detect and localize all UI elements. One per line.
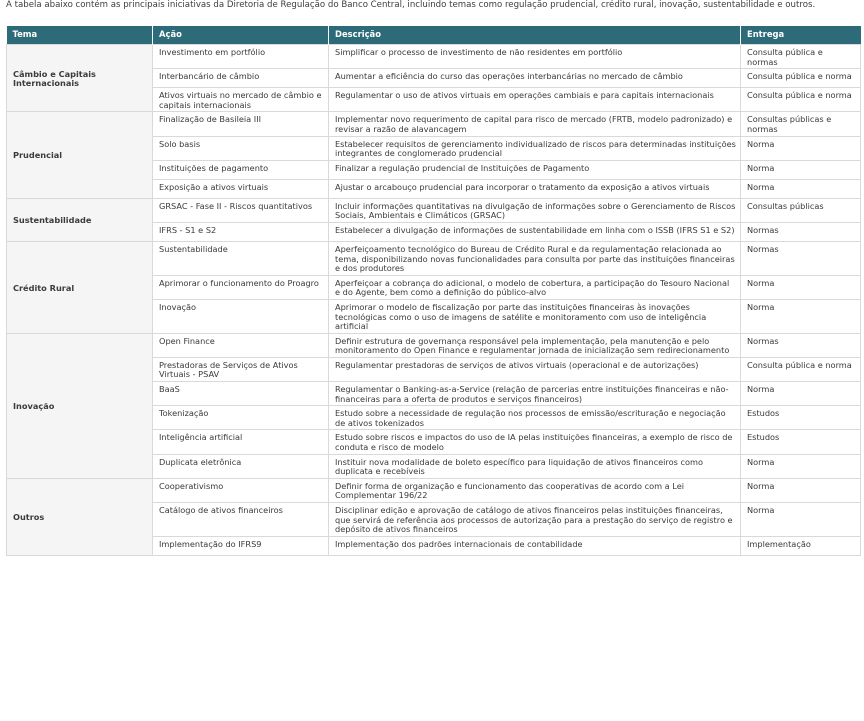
acao-cell: Implementação do IFRS9 <box>153 536 329 555</box>
entrega-cell: Norma <box>741 136 861 160</box>
initiatives-table <box>6 26 861 556</box>
table-body <box>7 45 861 556</box>
descricao-cell: Aperfeiçoamento tecnológico do Bureau de Crédito Rural e da regulamentação relacionada ao tema, disponibilizando novas funcionalidades para consulta por parte das instituições financeiras e dos produtores <box>329 241 741 275</box>
entrega-cell: Normas <box>741 241 861 275</box>
acao-cell: Investimento em portfólio <box>153 45 329 69</box>
tema-cell: Sustentabilidade <box>7 198 153 241</box>
acao-cell: Solo basis <box>153 136 329 160</box>
tema-cell: Câmbio e Capitais Internacionais <box>7 45 153 112</box>
acao-cell: Tokenização <box>153 406 329 430</box>
descricao-cell: Aperfeiçoar a cobrança do adicional, o modelo de cobertura, a participação do Tesouro Nacional e do Agente, bem como a definição do público-alvo <box>329 275 741 299</box>
table-row <box>7 333 861 357</box>
descricao-cell: Regulamentar o Banking-as-a-Service (relação de parcerias entre instituições financeiras e não-financeiras para a oferta de produtos e serviços financeiros) <box>329 382 741 406</box>
descricao-cell: Regulamentar o uso de ativos virtuais em operações cambiais e para capitais internacionais <box>329 88 741 112</box>
acao-cell: Exposição a ativos virtuais <box>153 179 329 198</box>
acao-cell: Instituições de pagamento <box>153 160 329 179</box>
entrega-cell: Estudos <box>741 430 861 454</box>
table-row <box>7 45 861 69</box>
descricao-cell: Simplificar o processo de investimento de não residentes em portfólio <box>329 45 741 69</box>
acao-cell: Cooperativismo <box>153 478 329 502</box>
entrega-cell: Norma <box>741 275 861 299</box>
entrega-cell: Consulta pública e norma <box>741 88 861 112</box>
tema-cell: Prudencial <box>7 112 153 198</box>
descricao-cell: Disciplinar edição e aprovação de catálogo de ativos financeiros pelas instituições financeiras, que servirá de referência aos processos de autorização para a prestação do serviço de registro e depósito de ativos financeiros <box>329 503 741 537</box>
tema-cell: Crédito Rural <box>7 241 153 333</box>
entrega-cell: Norma <box>741 503 861 537</box>
descricao-cell: Estudo sobre a necessidade de regulação nos processos de emissão/escrituração e negociação de ativos tokenizados <box>329 406 741 430</box>
table-row <box>7 478 861 502</box>
descricao-cell: Aumentar a eficiência do curso das operações interbancárias no mercado de câmbio <box>329 69 741 88</box>
column-header-descricao: Descrição <box>329 26 741 45</box>
entrega-cell: Consultas públicas <box>741 198 861 222</box>
table-row <box>7 198 861 222</box>
descricao-cell: Ajustar o arcabouço prudencial para incorporar o tratamento da exposição a ativos virtuais <box>329 179 741 198</box>
descricao-cell: Definir estrutura de governança responsável pela implementação, pela manutenção e pelo monitoramento do Open Finance e regulamentar jornada de inicialização sem redirecionamento <box>329 333 741 357</box>
descricao-cell: Estudo sobre riscos e impactos do uso de IA pelas instituições financeiras, a exemplo de risco de conduta e risco de modelo <box>329 430 741 454</box>
table-header-row <box>7 26 861 45</box>
entrega-cell: Consulta pública e norma <box>741 69 861 88</box>
entrega-cell: Normas <box>741 333 861 357</box>
acao-cell: Sustentabilidade <box>153 241 329 275</box>
acao-cell: Inovação <box>153 299 329 333</box>
entrega-cell: Norma <box>741 160 861 179</box>
tema-cell: Outros <box>7 478 153 555</box>
entrega-cell: Consultas públicas e normas <box>741 112 861 136</box>
acao-cell: Interbancário de câmbio <box>153 69 329 88</box>
acao-cell: Aprimorar o funcionamento do Proagro <box>153 275 329 299</box>
intro-text: A tabela abaixo contém as principais iniciativas da Diretoria de Regulação do Banco Central, incluindo temas como regulação prudencial, crédito rural, inovação, sustentabilidade e outros. <box>6 0 816 10</box>
entrega-cell: Implementação <box>741 536 861 555</box>
entrega-cell: Estudos <box>741 406 861 430</box>
entrega-cell: Norma <box>741 179 861 198</box>
entrega-cell: Norma <box>741 454 861 478</box>
descricao-cell: Regulamentar prestadoras de serviços de ativos virtuais (operacional e de autorizações) <box>329 357 741 381</box>
table-row <box>7 241 861 275</box>
descricao-cell: Implementar novo requerimento de capital para risco de mercado (FRTB, modelo padronizado) e revisar a razão de alavancagem <box>329 112 741 136</box>
tema-cell: Inovação <box>7 333 153 478</box>
acao-cell: Inteligência artificial <box>153 430 329 454</box>
descricao-cell: Implementação dos padrões internacionais de contabilidade <box>329 536 741 555</box>
entrega-cell: Consulta pública e norma <box>741 357 861 381</box>
acao-cell: Open Finance <box>153 333 329 357</box>
table-row <box>7 112 861 136</box>
descricao-cell: Definir forma de organização e funcionamento das cooperativas de acordo com a Lei Complementar 196/22 <box>329 478 741 502</box>
entrega-cell: Normas <box>741 222 861 241</box>
acao-cell: Catálogo de ativos financeiros <box>153 503 329 537</box>
descricao-cell: Incluir informações quantitativas na divulgação de informações sobre o Gerenciamento de Riscos Sociais, Ambientais e Climáticos (GRSAC) <box>329 198 741 222</box>
acao-cell: Ativos virtuais no mercado de câmbio e capitais internacionais <box>153 88 329 112</box>
descricao-cell: Finalizar a regulação prudencial de Instituições de Pagamento <box>329 160 741 179</box>
descricao-cell: Estabelecer a divulgação de informações de sustentabilidade em linha com o ISSB (IFRS S1 e S2) <box>329 222 741 241</box>
column-header-acao: Ação <box>153 26 329 45</box>
acao-cell: BaaS <box>153 382 329 406</box>
acao-cell: Prestadoras de Serviços de Ativos Virtuais - PSAV <box>153 357 329 381</box>
acao-cell: GRSAC - Fase II - Riscos quantitativos <box>153 198 329 222</box>
acao-cell: Duplicata eletrônica <box>153 454 329 478</box>
descricao-cell: Estabelecer requisitos de gerenciamento individualizado de riscos para determinadas instituições integrantes de conglomerado prudencial <box>329 136 741 160</box>
acao-cell: Finalização de Basileia III <box>153 112 329 136</box>
descricao-cell: Instituir nova modalidade de boleto específico para liquidação de ativos financeiros como duplicata e recebíveis <box>329 454 741 478</box>
acao-cell: IFRS - S1 e S2 <box>153 222 329 241</box>
entrega-cell: Norma <box>741 299 861 333</box>
column-header-entrega: Entrega <box>741 26 861 45</box>
descricao-cell: Aprimorar o modelo de fiscalização por parte das instituições financeiras às inovações tecnológicas como o uso de imagens de satélite e monitoramento com uso de inteligência artificial <box>329 299 741 333</box>
entrega-cell: Consulta pública e normas <box>741 45 861 69</box>
entrega-cell: Norma <box>741 382 861 406</box>
entrega-cell: Norma <box>741 478 861 502</box>
column-header-tema: Tema <box>7 26 153 45</box>
